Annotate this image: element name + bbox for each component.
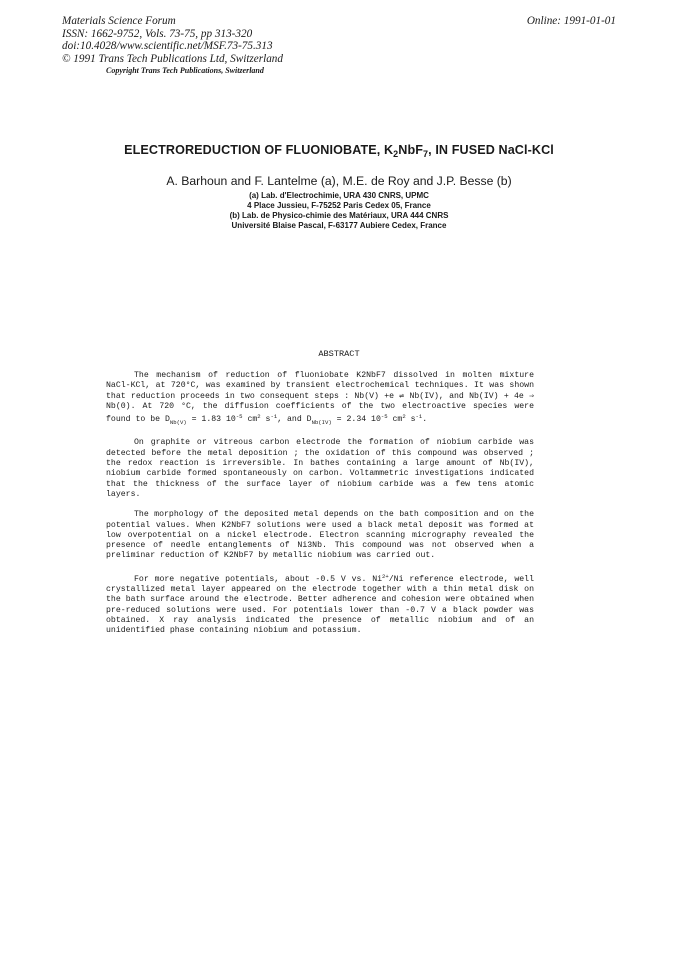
publisher-copyright: Copyright Trans Tech Publications, Switzerland — [106, 66, 264, 75]
affiliation-line: (b) Lab. de Physico-chimie des Matériaux, URA 444 CNRS — [229, 211, 449, 220]
copyright-notice: © 1991 Trans Tech Publications Ltd, Switzerland — [62, 52, 283, 65]
affiliation-line: (a) Lab. d'Electrochimie, URA 430 CNRS, UPMC — [249, 191, 429, 200]
abstract-paragraph-2: On graphite or vitreous carbon electrode the formation of niobium carbide was detected before the metal deposition ; the oxidation of this compound was observed ; the redox reaction is irreversible. In bathes containing a large amount of Nb(IV), niobium carbide formed spontaneously on carbon. Voltammetric investigations indicated that the thickness of the surface layer of niobium carbide was a few tens atomic layers. — [106, 438, 534, 499]
abstract-body — [106, 371, 534, 647]
abstract-paragraph-3: The morphology of the deposited metal depends on the bath composition and on the potential values. When K2NbF7 solutions were used a black metal deposit was formed at low overpotential on a nickel electrode. Electron scanning micrography revealed the presence of needle entanglements of Ni3Nb. This compound was not observed when a preliminar reduction of K2NbF7 by metallic niobium was carried out. — [106, 510, 534, 561]
doi-line: doi:10.4028/www.scientific.net/MSF.73-75.313 — [62, 40, 273, 53]
online-date: Online: 1991-01-01 — [526, 15, 616, 27]
abstract-paragraph-1: The mechanism of reduction of fluoniobate K2NbF7 dissolved in molten mixture NaCl-KCl, at 720°C, was examined by transient electrochemical techniques. It was shown that reduction proceeds in two consequent steps : Nb(V) +e ⇌ Nb(IV), and Nb(IV) + 4e ⇒ Nb(0). At 720 °C, the diffusion coefficients of the two electroactive species were found to be $D_{Nb(V)} = 1.83$ $10^{-5}$ $cm^2$ $s^{-1}$, and $D_{Nb(IV)} = 2.34$ $10^{-5}$ $cm^2$ $s^{-1}$. — [106, 371, 534, 427]
abstract-heading: ABSTRACT — [318, 349, 360, 359]
author-list: A. Barhoun and F. Lantelme (a), M.E. de Roy and J.P. Besse (b) — [166, 174, 512, 188]
affiliation-line: 4 Place Jussieu, F-75252 Paris Cedex 05, France — [247, 201, 431, 210]
issn-line: ISSN: 1662-9752, Vols. 73-75, pp 313-320 — [62, 27, 253, 40]
affiliation-line: Université Blaise Pascal, F-63177 Aubiere Cedex, France — [231, 221, 447, 230]
journal-name: Materials Science Forum — [62, 15, 176, 27]
affiliations — [0, 191, 678, 231]
journal-header — [62, 15, 283, 65]
paper-title: ELECTROREDUCTION OF FLUONIOBATE, $K_2NbF_7$, IN FUSED NaCl-KCl — [124, 143, 554, 159]
abstract-paragraph-4: For more negative potentials, about -0.5 V vs. $Ni^{2+}/Ni$ reference electrode, well crystallized metal layer appeared on the electrode together with a thin metal disk on the bath surface around the electrode. Better adherence and cohesion were obtained when pre-reduced solutions were used. For potentials lower than -0.7 V a black powder was obtained. X ray analysis indicated the presence of metallic niobium and of an unidentified phase containing niobium and potassium. — [106, 572, 534, 636]
